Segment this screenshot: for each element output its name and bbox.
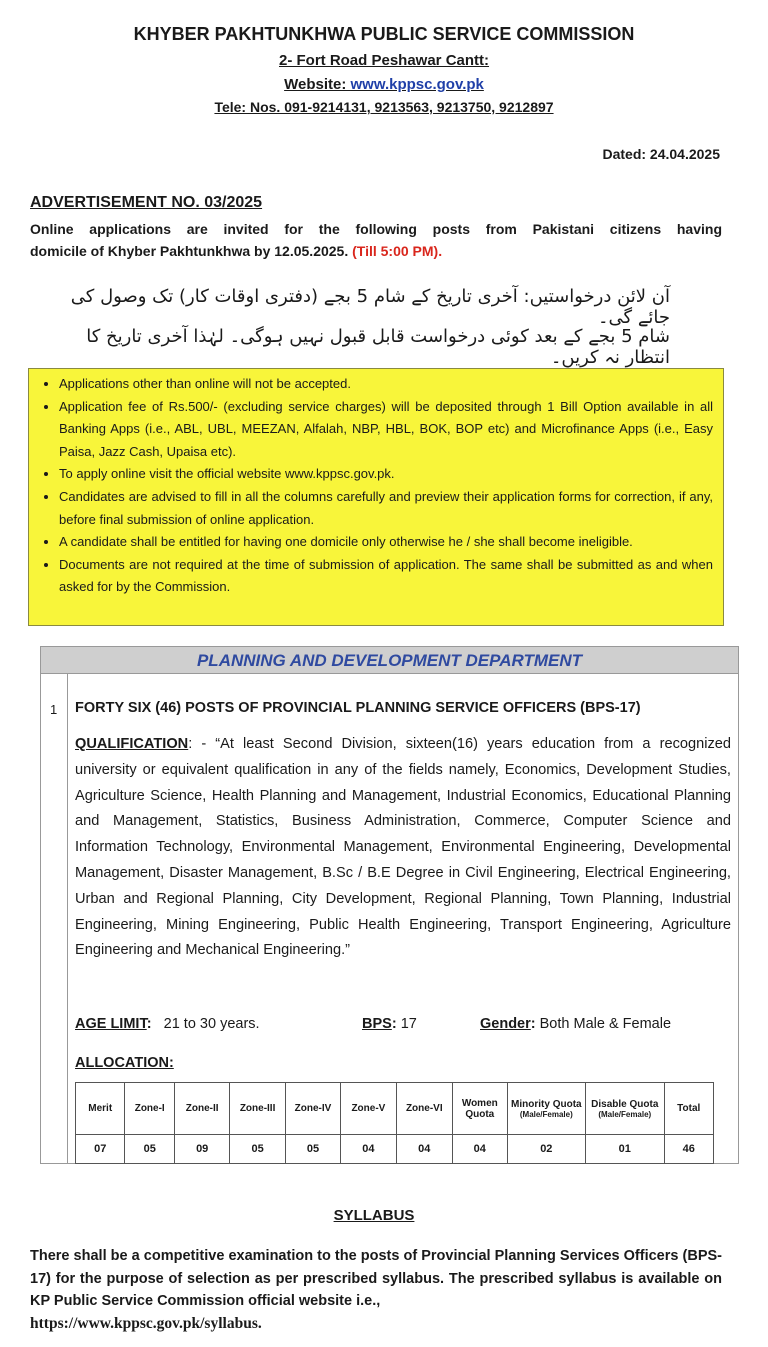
age-value: 21 to 30 years. xyxy=(163,1016,260,1032)
allocation-label: ALLOCATION: xyxy=(75,1055,174,1071)
syllabus-url[interactable]: https://www.kppsc.gov.pk/syllabus. xyxy=(30,1314,262,1332)
instruction-item: • Documents are not required at the time of submission of application. The same shall be submitted as and when asked for by the Commission. xyxy=(59,554,713,599)
qualification-text: : - “At least Second Division, sixteen(16) years education from a recognized university or equivalent qualification in any of the fields namely, Economics, Development Studies, Agriculture Science, Health Planning and Management, Industrial Economics, Educational Planning and Management, Statistics, Business Administration, Commerce, Computer Science and Information Technology, Environmental Management, Environmental Engineering, Developmental Management, Disaster Management, B.Sc / B.E Degree in Civil Engineering, Electrical Engineering, Urban and Regional Planning, City Development, Regional Planning, Town Planning, Industrial Engineering, Mining Engineering, Public Health Engineering, Transport Engineering, Agriculture Engineering and Mechanical Engineering.” xyxy=(75,736,731,959)
telephone: Tele: Nos. 091-9214131, 9213563, 9213750, 9212897 xyxy=(214,99,554,115)
gender-value: Both Male & Female xyxy=(539,1016,672,1032)
allocation-table xyxy=(75,1082,714,1164)
header-cell: Zone-V xyxy=(341,1083,396,1135)
value-cell: 05 xyxy=(285,1135,340,1164)
gender: Gender: Both Male & Female xyxy=(480,1016,672,1032)
value-cell: 05 xyxy=(125,1135,175,1164)
address: 2- Fort Road Peshawar Cantt: xyxy=(278,52,490,69)
value-cell: 04 xyxy=(396,1135,452,1164)
instruction-item: • To apply online visit the official website www.kppsc.gov.pk. xyxy=(59,463,713,486)
syllabus-text: There shall be a competitive examination to the posts of Provincial Planning Services Officers (BPS-17) for the purpose of selection as per prescribed syllabus. The prescribed syllabus is available on KP Public Service Commission official website i.e., https://www.kppsc.gov.pk/syllabus. xyxy=(30,1248,722,1332)
urdu-line-1: آن لائن درخواستیں: آخری تاریخ کے شام 5 بجے (دفتری اوقات کار) تک وصول کی جائے گی۔ xyxy=(70,286,670,328)
header-cell: Women Quota xyxy=(452,1083,507,1135)
website-label: Website: xyxy=(284,76,351,93)
value-cell: 09 xyxy=(174,1135,229,1164)
website-link[interactable]: www.kppsc.gov.pk xyxy=(350,76,484,93)
date: Dated: 24.04.2025 xyxy=(602,146,720,162)
header-cell: Zone-I xyxy=(125,1083,175,1135)
header-cell: Minority Quota (Male/Female) xyxy=(507,1083,585,1135)
bps-value: 17 xyxy=(400,1016,417,1032)
syllabus-heading: SYLLABUS xyxy=(333,1207,415,1224)
urdu-line-2: شام 5 بجے کے بعد کوئی درخواست قابل قبول نہیں ہوگی۔ لہٰذا آخری تاریخ کا انتظار نہ کریں۔ xyxy=(86,326,670,368)
header-cell: Merit xyxy=(76,1083,125,1135)
deadline: (Till 5:00 PM). xyxy=(352,243,443,259)
org-title: KHYBER PAKHTUNKHWA PUBLIC SERVICE COMMISSION xyxy=(133,24,635,44)
instruction-item: • Applications other than online will not be accepted. xyxy=(59,373,713,396)
intro-line-2: domicile of Khyber Pakhtunkhwa by 12.05.2025. (Till 5:00 PM). xyxy=(30,243,443,259)
qualification-label: QUALIFICATION xyxy=(75,736,189,752)
post-title: FORTY SIX (46) POSTS OF PROVINCIAL PLANNING SERVICE OFFICERS (BPS-17) xyxy=(75,700,641,716)
intro-line-1: Online applications are invited for the following posts from Pakistani citizens having xyxy=(30,221,722,237)
header-cell: Zone-III xyxy=(230,1083,285,1135)
value-cell: 05 xyxy=(230,1135,285,1164)
instructions-box xyxy=(28,368,724,626)
value-cell: 07 xyxy=(76,1135,125,1164)
post-number: 1 xyxy=(50,702,58,717)
age-limit: AGE LIMIT: 21 to 30 years. xyxy=(75,1016,260,1032)
website-line xyxy=(0,76,768,93)
qualification xyxy=(75,732,731,964)
value-cell: 02 xyxy=(507,1135,585,1164)
table-row xyxy=(76,1135,714,1164)
header-cell: Zone-IV xyxy=(285,1083,340,1135)
instruction-item: • A candidate shall be entitled for having one domicile only otherwise he / she shall become ineligible. xyxy=(59,531,713,554)
column-divider xyxy=(67,674,68,1163)
header-cell: Total xyxy=(664,1083,714,1135)
bps: BPS: 17 xyxy=(362,1016,417,1032)
value-cell: 01 xyxy=(586,1135,664,1164)
instruction-item: • Candidates are advised to fill in all the columns carefully and preview their application forms for correction, if any, before final submission of online application. xyxy=(59,486,713,531)
table-header-row xyxy=(76,1083,714,1135)
value-cell: 46 xyxy=(664,1135,714,1164)
value-cell: 04 xyxy=(452,1135,507,1164)
department-heading: PLANNING AND DEVELOPMENT DEPARTMENT xyxy=(40,646,739,674)
instruction-item: • Application fee of Rs.500/- (excluding service charges) will be deposited through 1 Bill Option available in all Banking Apps (i.e., ABL, UBL, MEEZAN, Alfalah, NBP, HBL, BOK, BOP etc) and Microfinance Apps (i.e., Easy Paisa, Jazz Cash, Upaisa etc). xyxy=(59,396,713,464)
intro-text xyxy=(30,218,722,262)
header-cell: Zone-VI xyxy=(396,1083,452,1135)
header-cell: Zone-II xyxy=(174,1083,229,1135)
header-cell: Disable Quota (Male/Female) xyxy=(586,1083,664,1135)
value-cell: 04 xyxy=(341,1135,396,1164)
advertisement-title: ADVERTISEMENT NO. 03/2025 xyxy=(30,194,263,211)
